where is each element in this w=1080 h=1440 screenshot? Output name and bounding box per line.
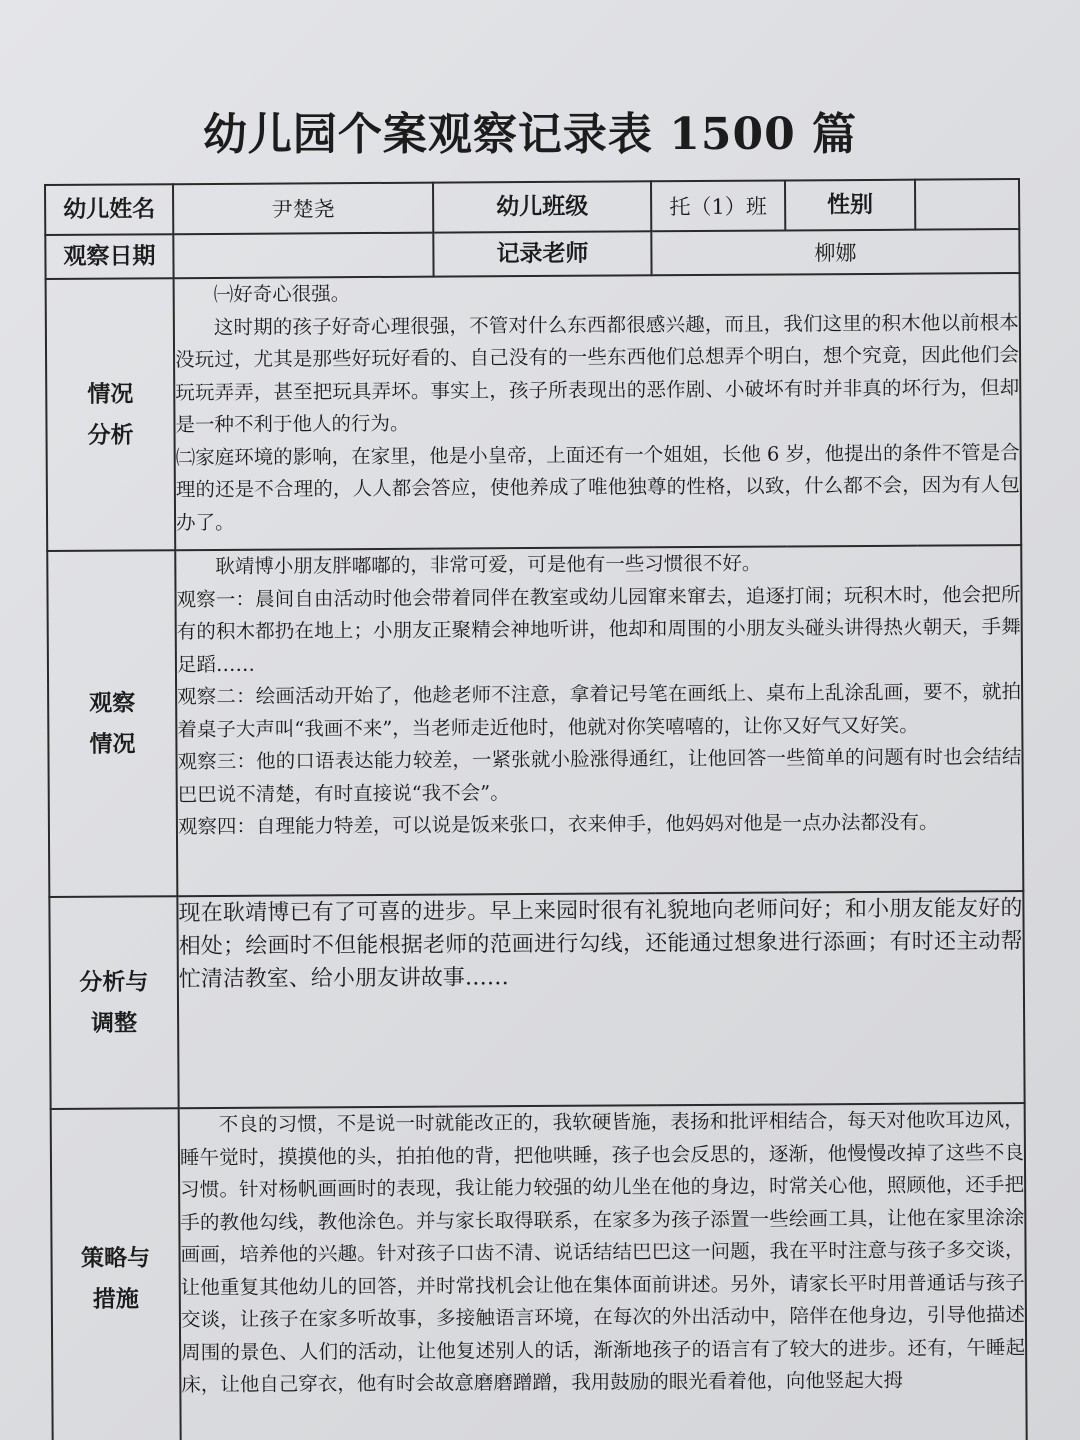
- analysis-row: [46, 273, 1022, 551]
- strategy-content: [179, 1103, 1027, 1440]
- adjustment-row: [49, 891, 1024, 1109]
- analysis-paragraph: ㈡家庭环境的影响，在家里，他是小皇帝，上面还有一个姐姐，长他 6 岁，他提出的条件不管是合理的还是不合理的，人人都会答应，使他养成了唯他独尊的性格，以致，什么都不会，因为有人包办了。: [175, 440, 1020, 534]
- analysis-label: [46, 278, 176, 551]
- observation-paragraph: 观察二：绘画活动开始了，他趁老师不注意，拿着记号笔在画纸上、桌布上乱涂乱画，要不，就拍着桌子大声叫“我画不来”，当老师走近他时，他就对你笑嘻嘻的，让你又好气又好笑。: [177, 680, 1022, 741]
- strategy-label-line2: 措施: [92, 1285, 139, 1313]
- teacher-label: 记录老师: [433, 231, 651, 276]
- analysis-label-line1: 情况: [87, 380, 134, 408]
- date-value: [173, 233, 433, 279]
- observation-paragraph: 观察三：他的口语表达能力较差，一紧张就小脸涨得通红，让他回答一些简单的问题有时也会结结巴巴说不清楚，有时直接说“我不会”。: [177, 745, 1022, 806]
- strategy-paragraph: 不良的习惯，不是说一时就能改正的，我软硬皆施，表扬和批评相结合，每天对他吹耳边风，睡午觉时，摸摸他的头，拍拍他的背，把他哄睡，孩子也会反思的，逐渐，他慢慢改掉了这些不良习惯。针对杨帆画画时的表现，我让能力较强的幼儿坐在他的身边，时常关心他，照顾他，还手把手的教他勾线，教他涂色。并与家长取得联系，在家多为孩子添置一些绘画工具，让他在家里涂涂画画，培养他的兴趣。针对孩子口齿不清、说话结结巴巴这一问题，我在平时注意与孩子多交谈，让他重复其他幼儿的回答，并时常找机会让他在集体面前讲述。另外，请家长平时用普通话与孩子交谈，让孩子在家多听故事，多接触语言环境，在每次的外出活动中，陪伴在他身边，引导他描述周围的景色、人们的活动，让他复述别人的话，渐渐地孩子的语言有了较大的进步。还有，午睡起床，让他自己穿衣，他有时会故意磨磨蹭蹭，我用鼓励的眼光看着他，向他竖起大拇: [179, 1108, 1026, 1397]
- name-label: 幼儿姓名: [45, 184, 173, 235]
- teacher-value: 柳娜: [651, 229, 1019, 275]
- observation-row: [47, 545, 1023, 897]
- analysis-content: [174, 273, 1022, 550]
- observation-paragraph: 观察四：自理能力特差，可以说是饭来张口，衣来伸手，他妈妈对他是一点办法都没有。: [177, 810, 939, 839]
- observation-paragraph: 观察一：晨间自由活动时他会带着同伴在教室或幼儿园窜来窜去，追逐打闹；玩积木时，他会把所有的积木都扔在地上；小朋友正聚精会神地听讲，他却和周围的小朋友头碰头讲得热火朝天，手舞足蹈……: [176, 582, 1021, 676]
- adjustment-label: [49, 896, 178, 1109]
- analysis-paragraph: 这时期的孩子好奇心理很强，不管对什么东西都很感兴趣，而且，我们这里的积木他以前根本没玩过，尤其是那些好玩好看的、自己没有的一些东西他们总想弄个明白，想个究竟，因此他们会玩玩弄弄，甚至把玩具弄坏。事实上，孩子所表现出的恶作剧、小破坏有时并非真的坏行为，但却是一种不利于他人的行为。: [175, 310, 1020, 437]
- observation-content: [175, 545, 1023, 896]
- observation-paragraph: 耿靖博小朋友胖嘟嘟的，非常可爱，可是他有一些习惯很不好。: [215, 551, 762, 578]
- name-value: 尹楚尧: [173, 183, 433, 235]
- analysis-paragraph: ㈠好奇心很强。: [213, 282, 351, 306]
- header-row-1: [45, 179, 1019, 235]
- document-title: 幼儿园个案观察记录表 1500 篇: [202, 109, 858, 160]
- observation-record-table: [44, 178, 1028, 1440]
- class-label: 幼儿班级: [433, 181, 651, 232]
- observation-label-line2: 情况: [89, 730, 136, 758]
- class-value: 托（1）班: [651, 180, 785, 231]
- observation-label-line1: 观察: [89, 689, 136, 717]
- strategy-label: [51, 1108, 181, 1440]
- gender-value: [915, 179, 1019, 230]
- analysis-label-line2: 分析: [87, 421, 134, 449]
- observation-label: [47, 550, 177, 897]
- header-row-2: [45, 229, 1019, 279]
- strategy-label-line1: 策略与: [80, 1243, 151, 1272]
- adjustment-paragraph: 现在耿靖博已有了可喜的进步。早上来园时很有礼貌地向老师问好；和小朋友能友好的相处；绘画时不但能根据老师的范画进行勾线，还能通过想象进行添画；有时还主动帮忙清洁教室、给小朋友讲故事……: [178, 896, 1023, 993]
- adjustment-content: [177, 891, 1024, 1108]
- strategy-row: [51, 1103, 1027, 1440]
- gender-label: 性别: [785, 180, 915, 231]
- adjustment-label-line2: 调整: [91, 1009, 138, 1037]
- date-label: 观察日期: [45, 234, 173, 279]
- adjustment-label-line1: 分析与: [79, 967, 149, 996]
